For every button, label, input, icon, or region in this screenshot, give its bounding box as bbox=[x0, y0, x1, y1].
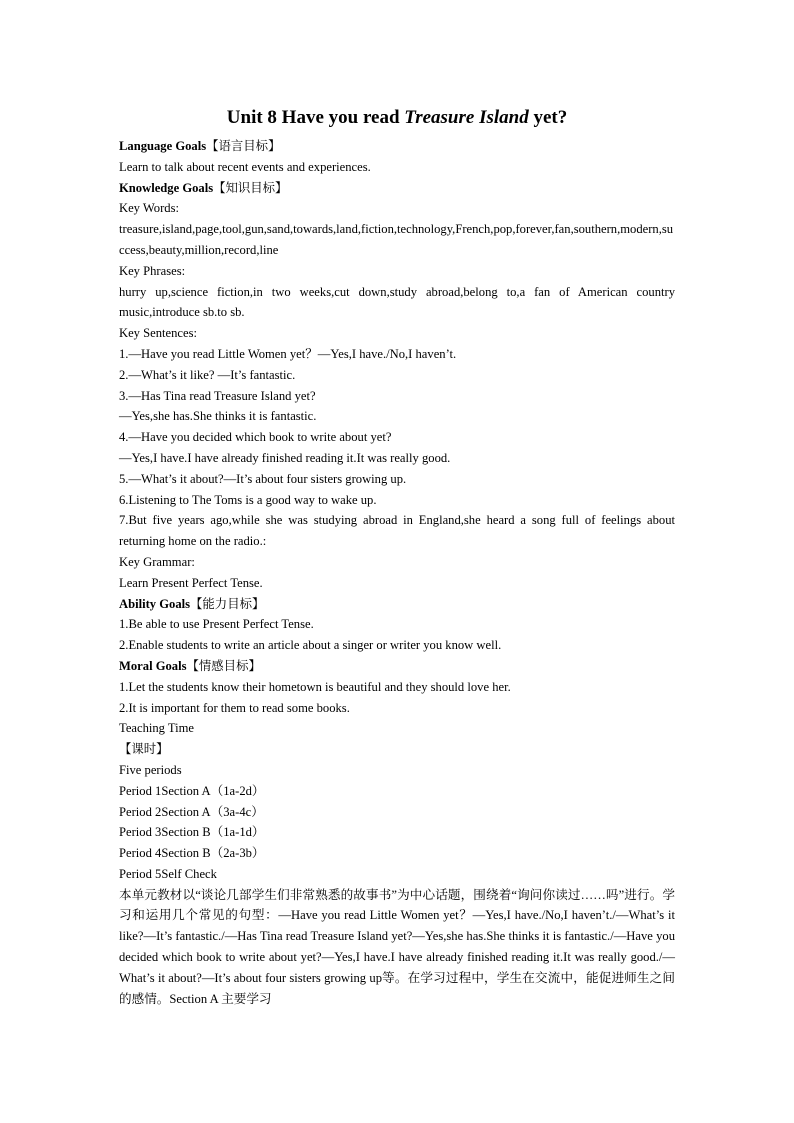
intro-paragraph: 本单元教材以“谈论几部学生们非常熟悉的故事书”为中心话题，围绕着“询问你读过……吗”进行。学习和运用几个常见的句型：—Have you read Little Women yet？—Yes,I have./No,I haven’t./—What’s it like?—It’s fantastic./—Has Tina read Treasure Island yet?—Yes,she has.She thinks it is fantastic./—Have you decided which book to write about yet?—Yes,I have.I have already finished reading it.It was really good./—What’s it about?—It’s about four sisters growing up等。在学习过程中，学生在交流中，能促进师生之间的感情。Section A 主要学习 bbox=[119, 887, 675, 1006]
teaching-time-label-cn: 【课时】 bbox=[119, 741, 169, 757]
period-item: Period 3Section B（1a-1d） bbox=[119, 825, 265, 840]
key-sentence: 2.—What’s it like? —It’s fantastic. bbox=[119, 367, 296, 382]
ability-goals-heading: Ability Goals【能力目标】 bbox=[119, 595, 265, 611]
knowledge-goals-heading: Knowledge Goals【知识目标】 bbox=[119, 179, 288, 195]
language-goals-heading: Language Goals【语言目标】 bbox=[119, 138, 281, 153]
ability-goal-item: 1.Be able to use Present Perfect Tense. bbox=[119, 617, 314, 632]
teaching-time-total: Five periods bbox=[119, 762, 182, 777]
key-phrases-list: hurry up,science fiction,in two weeks,cut down,study abroad,belong to,a fan of American country music,introduce sb.to sb. bbox=[119, 284, 675, 320]
document-page bbox=[119, 104, 675, 1009]
key-grammar-text: Learn Present Perfect Tense. bbox=[119, 575, 263, 590]
period-item: Period 1Section A（1a-2d） bbox=[119, 783, 265, 798]
key-phrases-label: Key Phrases: bbox=[119, 263, 186, 278]
key-sentence: 3.—Has Tina read Treasure Island yet? bbox=[119, 388, 316, 403]
key-sentence: 4.—Have you decided which book to write about yet? bbox=[119, 430, 392, 445]
key-words-label: Key Words: bbox=[119, 201, 179, 216]
key-sentence: —Yes,I have.I have already finished reading it.It was really good. bbox=[119, 450, 451, 465]
moral-goal-item: 1.Let the students know their hometown is beautiful and they should love her. bbox=[119, 679, 511, 694]
period-item: Period 2Section A（3a-4c） bbox=[119, 804, 264, 819]
key-sentence: 5.—What’s it about?—It’s about four sisters growing up. bbox=[119, 471, 407, 486]
period-item: Period 5Self Check bbox=[119, 866, 217, 881]
teaching-time-label: Teaching Time bbox=[119, 721, 195, 736]
period-item: Period 4Section B（2a-3b） bbox=[119, 846, 265, 861]
key-sentence-7: 7.But five years ago,while she was studying abroad in England,she heard a song full of feelings about returning home on the radio.: bbox=[119, 513, 675, 549]
key-words-list: treasure,island,page,tool,gun,sand,towards,land,fiction,technology,French,pop,forever,fan,southern,modern,success,beauty,million,record,line bbox=[119, 222, 674, 257]
key-sentence: 6.Listening to The Toms is a good way to wake up. bbox=[119, 492, 377, 507]
ability-goal-item: 2.Enable students to write an article about a singer or writer you know well. bbox=[119, 638, 502, 653]
key-sentence: —Yes,she has.She thinks it is fantastic. bbox=[119, 409, 317, 424]
moral-goal-item: 2.It is important for them to read some books. bbox=[119, 700, 350, 715]
language-goals-text: Learn to talk about recent events and experiences. bbox=[119, 159, 371, 174]
document-title: Unit 8 Have you read Treasure Island yet? bbox=[226, 107, 568, 128]
key-sentences-label: Key Sentences: bbox=[119, 326, 197, 341]
title-book-name: Treasure Island bbox=[404, 107, 529, 128]
key-grammar-label: Key Grammar: bbox=[119, 554, 195, 569]
moral-goals-heading: Moral Goals【情感目标】 bbox=[119, 657, 261, 673]
key-sentence: 1.—Have you read Little Women yet？—Yes,I have./No,I haven’t. bbox=[119, 346, 457, 361]
